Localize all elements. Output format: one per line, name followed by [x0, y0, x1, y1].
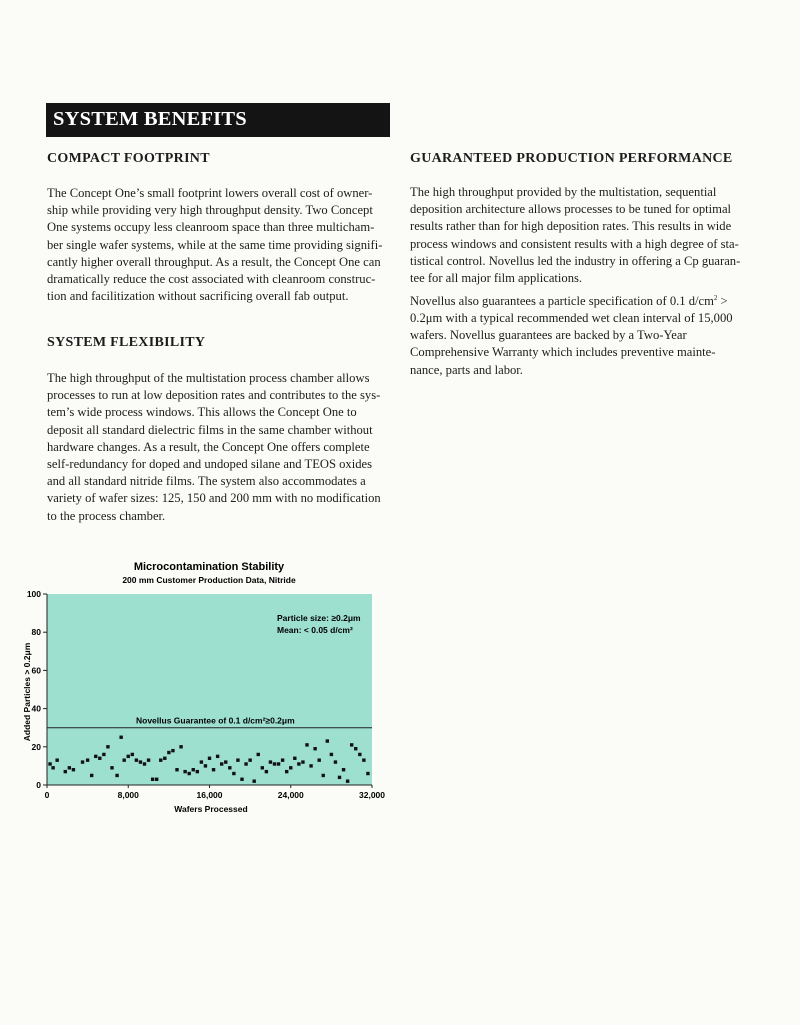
system-flexibility-line: deposit all standard dielectric films in the same chamber without	[47, 422, 373, 437]
data-point	[269, 760, 272, 763]
data-point	[98, 757, 101, 760]
data-point	[102, 753, 105, 756]
data-point	[119, 736, 122, 739]
data-point	[106, 745, 109, 748]
particle-spec-line: Comprehensive Warranty which includes preventive mainte-	[410, 345, 716, 360]
chart-subtitle: 200 mm Customer Production Data, Nitride	[122, 575, 296, 585]
system-flexibility-line: to the process chamber.	[47, 508, 166, 523]
data-point	[175, 768, 178, 771]
system-flexibility-line: tem’s wide process windows. This allows the Concept One to	[47, 405, 357, 420]
data-point	[261, 766, 264, 769]
x-axis	[45, 785, 386, 800]
data-point	[350, 743, 353, 746]
system-flexibility-line: processes to run at low deposition rates and contributes to the sys-	[47, 388, 381, 403]
x-tick-label: 32,000	[359, 790, 385, 800]
data-point	[252, 779, 255, 782]
guaranteed-performance-heading: GUARANTEED PRODUCTION PERFORMANCE	[410, 151, 733, 166]
data-point	[135, 758, 138, 761]
guaranteed-performance-line: tee for all major film applications.	[410, 271, 583, 285]
data-point	[139, 760, 142, 763]
data-point	[68, 766, 71, 769]
data-point	[232, 772, 235, 775]
particle-spec-line: 0.2μm with a typical recommended wet clean interval of 15,000	[410, 311, 733, 325]
data-point	[224, 760, 227, 763]
data-point	[297, 762, 300, 765]
data-point	[326, 739, 329, 742]
data-point	[330, 753, 333, 756]
data-point	[159, 758, 162, 761]
system-flexibility-line: and all standard nitride films. The system also accommodates a	[47, 474, 366, 489]
data-point	[48, 762, 51, 765]
data-point	[155, 778, 158, 781]
guaranteed-performance-line: The high throughput provided by the multistation, sequential	[410, 185, 717, 199]
data-point	[200, 760, 203, 763]
system-flexibility-line: The high throughput of the multistation process chamber allows	[47, 371, 370, 385]
y-tick-label: 20	[31, 741, 41, 752]
y-tick-label: 40	[31, 703, 41, 714]
compact-footprint-line: One systems occupy less cleanroom space than three multicham-	[47, 220, 375, 235]
data-point	[171, 749, 174, 752]
data-point	[334, 760, 337, 763]
data-point	[167, 751, 170, 754]
data-point	[163, 757, 166, 760]
data-point	[277, 762, 280, 765]
data-point	[342, 768, 345, 771]
guaranteed-performance-line: deposition architecture allows processes to be tuned for optimal	[410, 202, 732, 217]
x-tick-label: 16,000	[196, 790, 223, 800]
compact-footprint-line: cantly higher overall throughput. As a result, the Concept One can	[47, 254, 381, 269]
data-point	[216, 755, 219, 758]
system-flexibility-line: hardware changes. As a result, the Concept One offers complete	[47, 439, 370, 454]
data-point	[305, 743, 308, 746]
data-point	[236, 758, 239, 761]
data-point	[338, 776, 341, 779]
compact-footprint-line: ship while providing very high throughput density. Two Concept	[47, 203, 373, 218]
data-point	[51, 766, 54, 769]
data-point	[115, 774, 118, 777]
system-flexibility-line: self-redundancy for doped and undoped silane and TEOS oxides	[47, 457, 373, 471]
data-point	[131, 753, 134, 756]
compact-footprint-heading: COMPACT FOOTPRINT	[47, 151, 210, 166]
guaranteed-performance-line: tistical control. Novellus led the industry in offering a Cp guaran-	[410, 253, 741, 268]
data-point	[265, 770, 268, 773]
data-point	[122, 758, 125, 761]
data-point	[358, 753, 361, 756]
data-point	[196, 770, 199, 773]
x-tick-label: 8,000	[117, 790, 139, 800]
system-flexibility-line: variety of wafer sizes: 125, 150 and 200 mm with no modification	[47, 491, 381, 506]
y-tick-label: 80	[31, 627, 41, 638]
annotation-particle-size: Particle size: ≥0.2μm	[277, 613, 361, 623]
data-point	[55, 758, 58, 761]
data-point	[289, 766, 292, 769]
data-point	[212, 768, 215, 771]
data-point	[192, 768, 195, 771]
data-point	[64, 770, 67, 773]
y-tick-label: 100	[26, 589, 41, 599]
data-point	[179, 745, 182, 748]
guarantee-line-label: Novellus Guarantee of 0.1 d/cm²≥0.2μm	[136, 715, 295, 726]
data-point	[208, 757, 211, 760]
data-point	[90, 774, 93, 777]
data-point	[72, 768, 75, 771]
data-point	[240, 778, 243, 781]
data-point	[147, 758, 150, 761]
data-point	[362, 758, 365, 761]
data-point	[244, 762, 247, 765]
data-point	[366, 772, 369, 775]
particle-spec-line: nance, parts and labor.	[410, 362, 523, 377]
data-point	[346, 779, 349, 782]
compact-footprint-line: ber single wafer systems, while at the same time providing signifi-	[47, 237, 383, 252]
data-point	[94, 755, 97, 758]
data-point	[127, 755, 130, 758]
data-point	[81, 760, 84, 763]
data-point	[228, 766, 231, 769]
guaranteed-performance-line: results rather than for high deposition rates. This results in wide	[410, 219, 732, 234]
data-point	[151, 778, 154, 781]
y-axis-label: Added Particles > 0.2μm	[22, 642, 32, 742]
x-axis-label: Wafers Processed	[174, 804, 248, 814]
chart-title: Microcontamination Stability	[133, 561, 285, 573]
particle-spec-line: Novellus also guarantees a particle specification of 0.1 $d/cm^2$ >	[410, 293, 728, 308]
data-point	[187, 772, 190, 775]
guaranteed-performance-line: process windows and consistent results with a high degree of sta-	[410, 236, 739, 251]
data-point	[281, 758, 284, 761]
data-point	[183, 770, 186, 773]
data-point	[248, 758, 251, 761]
x-tick-label: 24,000	[277, 790, 304, 800]
data-point	[354, 747, 357, 750]
y-tick-label: 0	[36, 780, 41, 790]
system-flexibility-heading: SYSTEM FLEXIBILITY	[47, 335, 206, 350]
data-point	[143, 762, 146, 765]
data-point	[273, 762, 276, 765]
particle-spec-line: wafers. Novellus guarantees are backed by a Two-Year	[410, 328, 687, 343]
data-point	[317, 758, 320, 761]
data-point	[204, 764, 207, 767]
data-point	[110, 766, 113, 769]
data-point	[322, 774, 325, 777]
data-point	[301, 760, 304, 763]
banner-title: SYSTEM BENEFITS	[53, 108, 247, 130]
compact-footprint-line: dramatically reduce the cost associated with cleanroom construc-	[47, 272, 376, 286]
annotation-mean: Mean: < 0.05 d/cm²	[277, 625, 353, 635]
compact-footprint-line: The Concept One’s small footprint lowers overall cost of owner-	[47, 186, 373, 200]
data-point	[86, 758, 89, 761]
data-point	[220, 762, 223, 765]
compact-footprint-line: tion and facilitization without sacrificing overall fab output.	[47, 289, 349, 304]
data-point	[293, 757, 296, 760]
data-point	[309, 764, 312, 767]
data-point	[257, 753, 260, 756]
data-point	[313, 747, 316, 750]
data-point	[285, 770, 288, 773]
y-tick-label: 60	[31, 665, 41, 676]
x-tick-label: 0	[44, 790, 50, 800]
